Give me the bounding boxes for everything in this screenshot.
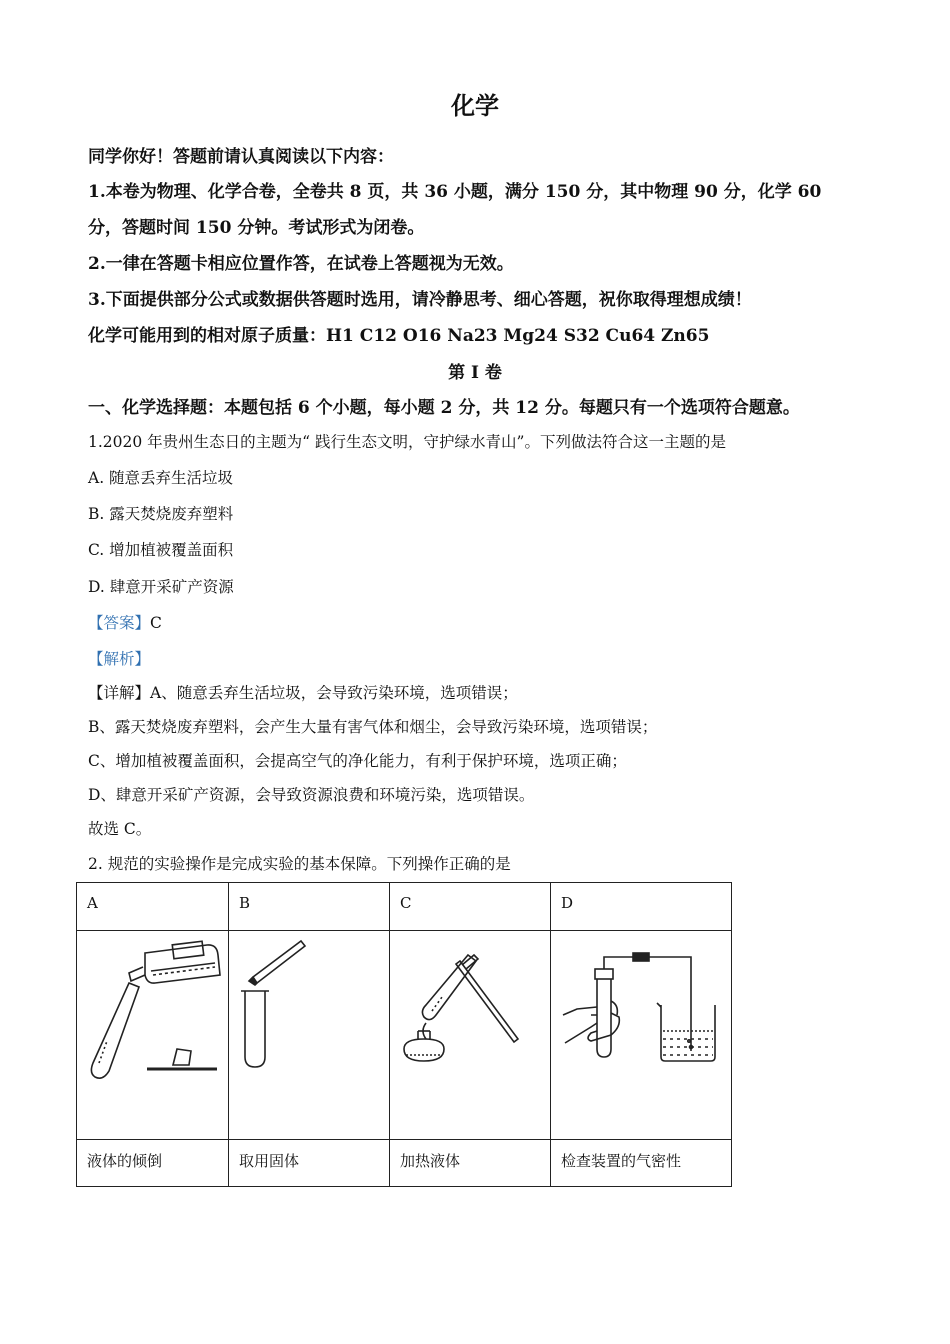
q1-option-c: C. 增加植被覆盖面积 — [88, 541, 234, 559]
header-cell-a: A — [77, 883, 229, 931]
intro-greeting: 同学你好！答题前请认真阅读以下内容： — [88, 147, 394, 167]
caption-cell-d: 检查装置的气密性 — [551, 1140, 732, 1187]
q1-option-d: D. 肆意开采矿产资源 — [88, 578, 234, 596]
q1-answer — [88, 611, 162, 633]
intro-rule-3: 3.下面提供部分公式或数据供答题时选用，请冷静思考、细心答题，祝你取得理想成绩！ — [88, 290, 752, 310]
taking-solid-illustration — [229, 931, 389, 1139]
q1-detail-a: 【详解】A、随意丢弃生活垃圾，会导致污染环境，选项错误； — [88, 684, 518, 702]
image-cell-d — [551, 931, 732, 1140]
atomic-masses: 化学可能用到的相对原子质量：H1 C12 O16 Na23 Mg24 S32 Cu64 Zn65 — [88, 326, 710, 346]
q1-detail-b: B、露天焚烧废弃塑料，会产生大量有害气体和烟尘，会导致污染环境，选项错误； — [88, 718, 658, 736]
q1-option-a: A. 随意丢弃生活垃圾 — [88, 469, 234, 487]
table-header-row — [77, 883, 732, 931]
q2-stem: 2. 规范的实验操作是完成实验的基本保障。下列操作正确的是 — [88, 855, 511, 873]
header-cell-b: B — [229, 883, 390, 931]
q1-option-b: B. 露天焚烧废弃塑料 — [88, 505, 234, 523]
pouring-liquid-illustration — [77, 931, 228, 1139]
q2-options-table — [76, 882, 732, 1187]
intro-rule-2: 2.一律在答题卡相应位置作答，在试卷上答题视为无效。 — [88, 254, 514, 274]
section-title: 第 I 卷 — [448, 363, 502, 383]
header-cell-d: D — [551, 883, 732, 931]
q1-stem: 1.2020 年贵州生态日的主题为“ 践行生态文明，守护绿水青山”。下列做法符合这一主题的是 — [88, 433, 726, 451]
airtightness-check-illustration — [551, 931, 731, 1139]
image-cell-b — [229, 931, 390, 1140]
answer-value: C — [150, 614, 162, 632]
part1-heading: 一、化学选择题：本题包括 6 个小题，每小题 2 分，共 12 分。每题只有一个选项符合题意。 — [88, 398, 800, 418]
intro-rule-1b: 分，答题时间 150 分钟。考试形式为闭卷。 — [88, 218, 425, 238]
intro-rule-1a: 1.本卷为物理、化学合卷，全卷共 8 页，共 36 小题，满分 150 分，其中物理 90 分，化学 60 — [88, 182, 822, 202]
table-caption-row — [77, 1140, 732, 1187]
caption-cell-a: 液体的倾倒 — [77, 1140, 229, 1187]
q1-conclusion: 故选 C。 — [88, 820, 152, 838]
answer-label: 【答案】 — [88, 614, 151, 632]
caption-cell-b: 取用固体 — [229, 1140, 390, 1187]
analysis-label: 【解析】 — [88, 650, 151, 668]
caption-cell-c: 加热液体 — [390, 1140, 551, 1187]
q1-detail-c: C、增加植被覆盖面积，会提高空气的净化能力，有利于保护环境，选项正确； — [88, 752, 627, 770]
q1-detail-d: D、肆意开采矿产资源，会导致资源浪费和环境污染，选项错误。 — [88, 786, 535, 804]
header-cell-c: C — [390, 883, 551, 931]
image-cell-c — [390, 931, 551, 1140]
heating-liquid-illustration — [390, 931, 550, 1139]
image-cell-a — [77, 931, 229, 1140]
table-image-row — [77, 931, 732, 1140]
page-title: 化学 — [451, 92, 499, 120]
